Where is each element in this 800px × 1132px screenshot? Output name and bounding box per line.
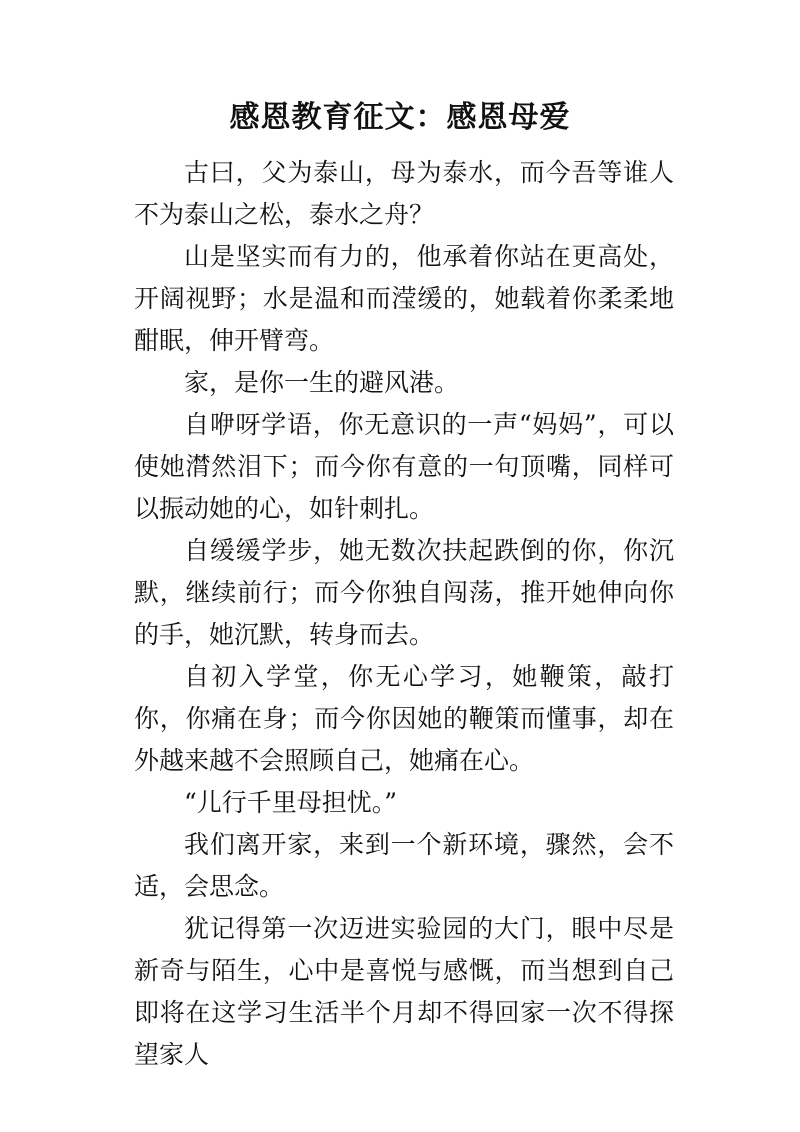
document-title: 感恩教育征文：感恩母爱: [229, 100, 571, 135]
paragraph-1: 古曰，父为泰山，母为泰水，而今吾等谁人不为泰山之松，泰水之舟？: [134, 158, 674, 229]
document-body: [134, 152, 674, 1076]
paragraph-4: 自咿呀学语，你无意识的一声“妈妈”，可以使她潸然泪下；而今你有意的一句顶嘴，同样可以振动她的心，如针刺扎。: [134, 410, 674, 523]
paragraph-5: 自缓缓学步，她无数次扶起跌倒的你，你沉默，继续前行；而今你独自闯荡，推开她伸向你的手，她沉默，转身而去。: [134, 536, 674, 649]
paragraph-2: 山是坚实而有力的，他承着你站在更高处，开阔视野；水是温和而滢缓的，她载着你柔柔地酣眠，伸开臂弯。: [134, 242, 674, 355]
paragraph-6: 自初入学堂，你无心学习，她鞭策，敲打你，你痛在身；而今你因她的鞭策而懂事，却在外越来越不会照顾自己，她痛在心。: [134, 662, 674, 775]
paragraph-7: “儿行千里母担忧。”: [184, 788, 398, 817]
paragraph-9: 犹记得第一次迈进实验园的大门，眼中尽是新奇与陌生，心中是喜悦与感慨，而当想到自己即将在这学习生活半个月却不得回家一次不得探望家人: [134, 914, 674, 1069]
paragraph-3: 家，是你一生的避风港。: [184, 368, 460, 397]
paragraph-8: 我们离开家，来到一个新环境，骤然，会不适，会思念。: [134, 830, 674, 901]
